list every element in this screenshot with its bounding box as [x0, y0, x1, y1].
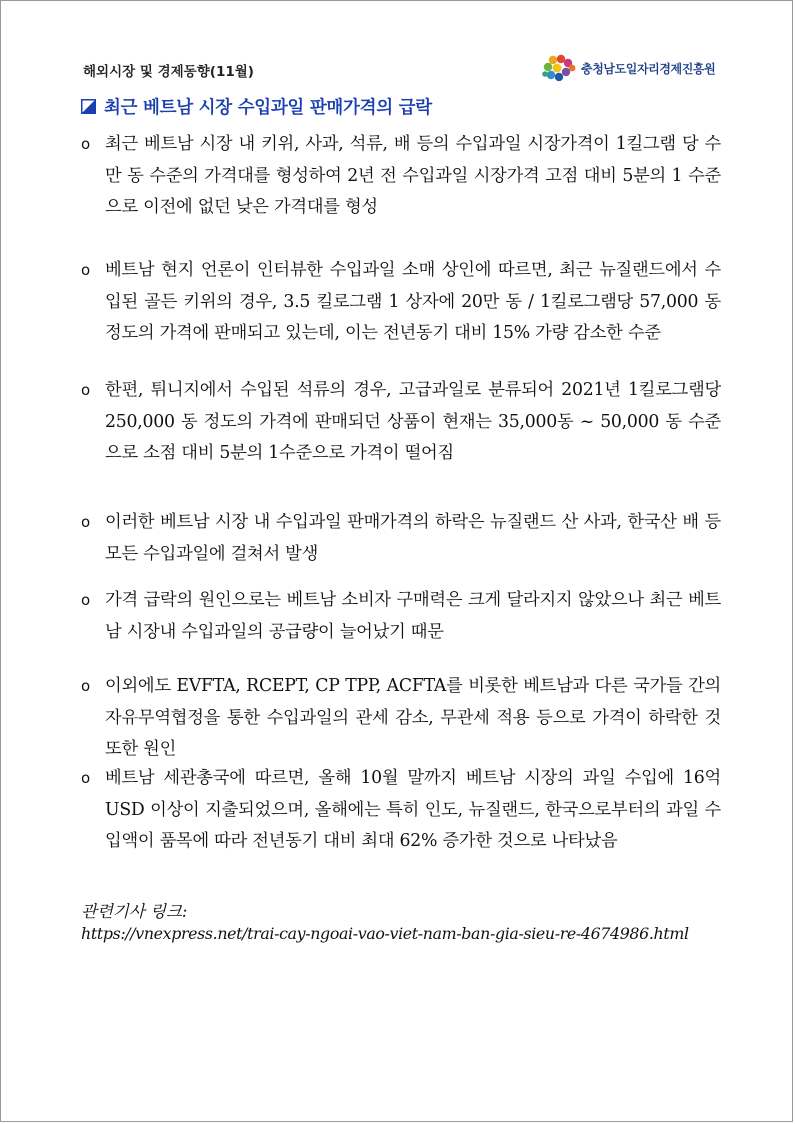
bullet-marker: o: [81, 381, 90, 399]
bullet-text: 베트남 현지 언론이 인터뷰한 수입과일 소매 상인에 따르면, 최근 뉴질랜드에서 수입된 골든 키위의 경우, 3.5 킬로그램 1 상자에 20만 동 / 1킬로그램당 57,000 동 정도의 가격에 판매되고 있는데, 이는 전년동기 대비 15% 가량 감소한 수준: [105, 260, 721, 343]
bullet-marker: o: [81, 135, 90, 153]
list-item: [81, 507, 721, 570]
related-article-link[interactable]: https://vnexpress.net/trai-cay-ngoai-vao-viet-nam-ban-gia-sieu-re-4674986.html: [81, 924, 689, 943]
flower-logo-icon: [541, 53, 579, 83]
bullet-text: 베트남 세관총국에 따르면, 올해 10월 말까지 베트남 시장의 과일 수입에 16억 USD 이상이 지출되었으며, 올해에는 특히 인도, 뉴질랜드, 한국으로부터의 과일 수입액이 품목에 따라 전년동기 대비 최대 62% 증가한 것으로 나타났음: [105, 768, 721, 851]
bullet-marker: o: [81, 513, 90, 531]
bullet-text: 한편, 튀니지에서 수입된 석류의 경우, 고급과일로 분류되어 2021년 1킬로그램당 250,000 동 정도의 가격에 판매되던 상품이 현재는 35,000동 ~ 50,000 동 수준으로 소점 대비 5분의 1수준으로 가격이 떨어짐: [105, 380, 721, 463]
list-item: [81, 129, 721, 224]
logo-text: 충청남도일자리경제진흥원: [581, 61, 716, 76]
bullet-text: 이외에도 EVFTA, RCEPT, CP TPP, ACFTA를 비롯한 베트남과 다른 국가들 간의 자유무역협정을 통한 수입과일의 관세 감소, 무관세 적용 등으로 가격이 하락한 것 또한 원인: [105, 676, 721, 759]
bullet-marker: o: [81, 769, 90, 787]
list-item: [81, 585, 721, 648]
square-bullet-icon: [81, 99, 96, 114]
list-item: [81, 375, 721, 470]
bullet-marker: o: [81, 261, 90, 279]
section-title-text: 최근 베트남 시장 수입과일 판매가격의 급락: [104, 98, 432, 118]
bullet-text: 최근 베트남 시장 내 키위, 사과, 석류, 배 등의 수입과일 시장가격이 1킬그램 당 수만 동 수준의 가격대를 형성하여 2년 전 수입과일 시장가격 고점 대비 5분의 1 수준으로 이전에 없던 낮은 가격대를 형성: [105, 134, 721, 217]
header-title: 해외시장 및 경제동향(11월): [83, 64, 254, 80]
bullet-marker: o: [81, 677, 90, 695]
organization-logo: [541, 53, 715, 83]
section-title: [81, 94, 432, 119]
list-item: [81, 671, 721, 766]
related-article-label: 관련기사 링크:: [81, 902, 188, 921]
bullet-marker: o: [81, 591, 90, 609]
list-item: [81, 763, 721, 858]
bullet-text: 이러한 베트남 시장 내 수입과일 판매가격의 하락은 뉴질랜드 산 사과, 한국산 배 등 모든 수입과일에 걸쳐서 발생: [105, 512, 721, 564]
bullet-text: 가격 급락의 원인으로는 베트남 소비자 구매력은 크게 달라지지 않았으나 최근 베트남 시장내 수입과일의 공급량이 늘어났기 때문: [105, 590, 721, 642]
list-item: [81, 255, 721, 350]
